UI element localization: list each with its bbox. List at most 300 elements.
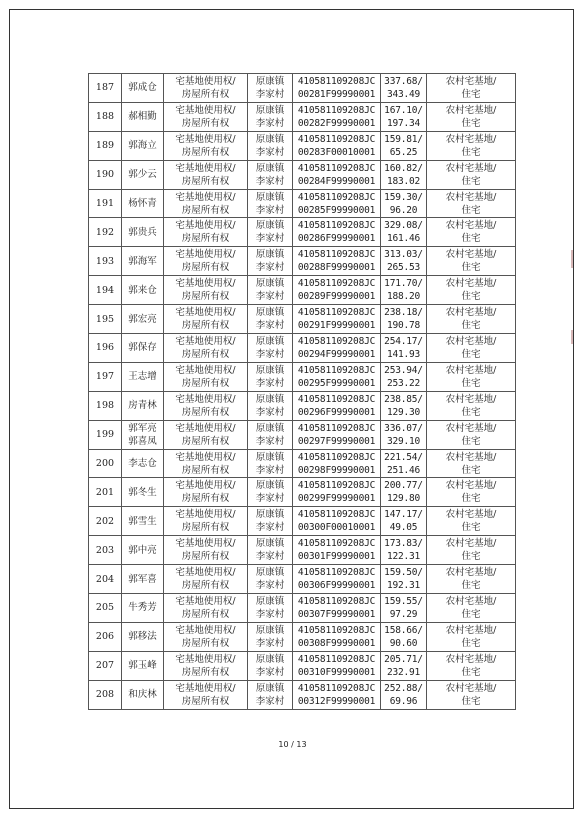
right-type-line: 房屋所有权 [181,666,230,678]
edge-mark [571,250,573,268]
land-use-cell [427,536,516,565]
location-line: 李家村 [255,175,285,187]
land-use-line: 农村宅基地/ [445,249,497,261]
row-number-cell: 193 [89,247,122,276]
area-line: 197.34 [386,117,421,129]
owner-name-cell [122,536,164,565]
unit-code-line: 410581109208JC [297,249,376,261]
right-type-line: 宅基地使用权/ [175,653,236,665]
right-type-line: 宅基地使用权/ [175,393,236,405]
right-type-line: 宅基地使用权/ [175,162,236,174]
edge-mark [571,330,573,344]
location-cell [248,131,293,160]
owner-name-cell [122,218,164,247]
land-use-line: 住宅 [461,88,481,100]
location-line: 原康镇 [255,249,285,261]
land-use-cell [427,74,516,103]
owner-name-cell [122,478,164,507]
unit-code-line: 410581109208JC [297,307,376,319]
row-number-cell: 200 [89,449,122,478]
land-use-cell [427,276,516,305]
owner-name-line: 郭军喜 [128,573,157,585]
owner-name-cell [122,680,164,709]
land-use-line: 农村宅基地/ [445,509,497,521]
land-use-line: 住宅 [461,262,481,274]
location-cell [248,680,293,709]
unit-code-line: 410581109208JC [297,191,376,203]
right-type-line: 房屋所有权 [181,608,230,620]
unit-code-line: 00298F99990001 [297,464,376,476]
area-line: 253.22 [386,377,421,389]
land-use-line: 农村宅基地/ [445,133,497,145]
land-use-cell [427,565,516,594]
area-line: 238.85/ [384,393,423,405]
location-cell [248,160,293,189]
area-line: 129.80 [386,493,421,505]
unit-code-cell [293,334,381,363]
unit-code-line: 00306F99990001 [297,580,376,592]
land-use-line: 农村宅基地/ [445,220,497,232]
land-use-line: 农村宅基地/ [445,538,497,550]
right-type-cell [164,420,248,449]
area-line: 253.94/ [384,364,423,376]
location-cell [248,449,293,478]
owner-name-cell [122,362,164,391]
right-type-line: 宅基地使用权/ [175,538,236,550]
owner-name-line: 郭保存 [128,342,157,354]
area-cell [381,247,427,276]
unit-code-line: 410581109208JC [297,624,376,636]
unit-code-line: 00310F99990001 [297,666,376,678]
right-type-line: 宅基地使用权/ [175,364,236,376]
table-row [89,131,516,160]
right-type-line: 宅基地使用权/ [175,624,236,636]
area-cell [381,74,427,103]
land-use-cell [427,362,516,391]
unit-code-cell [293,102,381,131]
row-number-cell: 187 [89,74,122,103]
table-row [89,102,516,131]
right-type-cell [164,74,248,103]
area-line: 192.31 [386,580,421,592]
row-number-cell: 192 [89,218,122,247]
right-type-cell [164,276,248,305]
right-type-line: 宅基地使用权/ [175,278,236,290]
location-cell [248,334,293,363]
row-number-cell: 196 [89,334,122,363]
land-use-line: 住宅 [461,233,481,245]
land-use-line: 农村宅基地/ [445,653,497,665]
unit-code-line: 410581109208JC [297,509,376,521]
land-use-line: 农村宅基地/ [445,162,497,174]
unit-code-line: 410581109208JC [297,422,376,434]
right-type-line: 房屋所有权 [181,348,230,360]
location-cell [248,478,293,507]
area-cell [381,651,427,680]
table-row [89,651,516,680]
unit-code-line: 410581109208JC [297,364,376,376]
land-use-line: 农村宅基地/ [445,595,497,607]
owner-name-line: 王志增 [128,371,157,383]
owner-name-line: 郭海军 [128,255,157,267]
area-line: 265.53 [386,262,421,274]
right-type-line: 宅基地使用权/ [175,567,236,579]
unit-code-line: 00297F99990001 [297,435,376,447]
area-line: 159.81/ [384,133,423,145]
right-type-line: 房屋所有权 [181,204,230,216]
location-line: 原康镇 [255,364,285,376]
row-number-cell: 207 [89,651,122,680]
area-cell [381,449,427,478]
land-use-cell [427,651,516,680]
right-type-line: 房屋所有权 [181,117,230,129]
area-line: 336.07/ [384,422,423,434]
right-type-cell [164,189,248,218]
land-use-line: 农村宅基地/ [445,364,497,376]
area-cell [381,276,427,305]
unit-code-cell [293,362,381,391]
right-type-cell [164,680,248,709]
unit-code-line: 00283F00010001 [297,146,376,158]
row-number-cell: 197 [89,362,122,391]
location-cell [248,218,293,247]
area-cell [381,362,427,391]
table-row [89,478,516,507]
land-use-line: 农村宅基地/ [445,278,497,290]
owner-name-line: 郭雪生 [128,515,157,527]
land-use-line: 住宅 [461,666,481,678]
unit-code-line: 00299F99990001 [297,493,376,505]
land-use-cell [427,594,516,623]
unit-code-line: 00284F99990001 [297,175,376,187]
area-line: 167.10/ [384,104,423,116]
area-cell [381,565,427,594]
right-type-cell [164,507,248,536]
owner-name-line: 郭玉峰 [128,660,157,672]
unit-code-cell [293,478,381,507]
owner-name-cell [122,247,164,276]
unit-code-cell [293,160,381,189]
land-use-line: 农村宅基地/ [445,307,497,319]
unit-code-line: 410581109208JC [297,393,376,405]
right-type-line: 房屋所有权 [181,493,230,505]
owner-name-line: 郭少云 [128,169,157,181]
owner-name-cell [122,565,164,594]
location-line: 李家村 [255,233,285,245]
location-cell [248,507,293,536]
unit-code-line: 410581109208JC [297,567,376,579]
owner-name-cell [122,102,164,131]
unit-code-line: 410581109208JC [297,220,376,232]
unit-code-cell [293,536,381,565]
location-cell [248,74,293,103]
right-type-line: 房屋所有权 [181,435,230,447]
right-type-cell [164,622,248,651]
area-line: 173.83/ [384,538,423,550]
unit-code-line: 410581109208JC [297,451,376,463]
land-use-cell [427,507,516,536]
unit-code-line: 00282F99990001 [297,117,376,129]
land-use-cell [427,680,516,709]
right-type-line: 房屋所有权 [181,580,230,592]
owner-name-line: 郭成仓 [128,82,157,94]
location-line: 原康镇 [255,75,285,87]
area-line: 161.46 [386,233,421,245]
owner-name-line: 郭海立 [128,140,157,152]
area-line: 159.50/ [384,567,423,579]
location-line: 原康镇 [255,451,285,463]
location-cell [248,362,293,391]
row-number-cell: 203 [89,536,122,565]
owner-name-line: 李志仓 [128,458,157,470]
right-type-line: 宅基地使用权/ [175,682,236,694]
land-use-line: 农村宅基地/ [445,75,497,87]
row-number-cell: 194 [89,276,122,305]
owner-name-cell [122,420,164,449]
unit-code-line: 00296F99990001 [297,406,376,418]
location-line: 原康镇 [255,422,285,434]
unit-code-cell [293,131,381,160]
unit-code-line: 410581109208JC [297,538,376,550]
owner-name-line: 郝相勤 [128,111,157,123]
land-use-line: 农村宅基地/ [445,422,497,434]
right-type-cell [164,334,248,363]
owner-name-line: 郭来仓 [128,284,157,296]
unit-code-line: 410581109208JC [297,653,376,665]
area-line: 171.70/ [384,278,423,290]
area-line: 329.10 [386,435,421,447]
area-line: 252.88/ [384,682,423,694]
location-cell [248,189,293,218]
area-line: 200.77/ [384,480,423,492]
right-type-line: 宅基地使用权/ [175,220,236,232]
land-use-line: 住宅 [461,637,481,649]
table-row [89,391,516,420]
location-line: 李家村 [255,666,285,678]
right-type-line: 宅基地使用权/ [175,75,236,87]
location-line: 李家村 [255,637,285,649]
land-use-cell [427,160,516,189]
table-row [89,334,516,363]
unit-code-line: 410581109208JC [297,480,376,492]
land-use-line: 农村宅基地/ [445,335,497,347]
unit-code-line: 00307F99990001 [297,608,376,620]
unit-code-cell [293,594,381,623]
location-line: 原康镇 [255,653,285,665]
location-line: 原康镇 [255,480,285,492]
land-use-line: 住宅 [461,348,481,360]
right-type-line: 宅基地使用权/ [175,104,236,116]
row-number-cell: 195 [89,305,122,334]
location-line: 李家村 [255,88,285,100]
owner-name-cell [122,189,164,218]
owner-name-line: 郭贵兵 [128,226,157,238]
land-use-cell [427,189,516,218]
right-type-cell [164,565,248,594]
land-use-line: 住宅 [461,146,481,158]
land-use-line: 住宅 [461,291,481,303]
right-type-cell [164,478,248,507]
area-cell [381,536,427,565]
location-line: 原康镇 [255,162,285,174]
land-use-line: 住宅 [461,117,481,129]
unit-code-cell [293,507,381,536]
area-line: 190.78 [386,320,421,332]
location-cell [248,276,293,305]
unit-code-cell [293,276,381,305]
unit-code-cell [293,680,381,709]
unit-code-cell [293,189,381,218]
owner-name-cell [122,131,164,160]
unit-code-line: 00288F99990001 [297,262,376,274]
location-line: 原康镇 [255,595,285,607]
owner-name-line: 郭中亮 [128,544,157,556]
row-number-cell: 189 [89,131,122,160]
row-number-cell: 205 [89,594,122,623]
location-line: 李家村 [255,348,285,360]
area-line: 129.30 [386,406,421,418]
right-type-cell [164,247,248,276]
right-type-line: 房屋所有权 [181,522,230,534]
row-number-cell: 206 [89,622,122,651]
table-row [89,160,516,189]
area-cell [381,189,427,218]
location-line: 原康镇 [255,191,285,203]
right-type-line: 宅基地使用权/ [175,335,236,347]
area-cell [381,680,427,709]
area-line: 160.82/ [384,162,423,174]
land-use-cell [427,247,516,276]
unit-code-cell [293,305,381,334]
area-cell [381,622,427,651]
land-use-line: 住宅 [461,695,481,707]
area-line: 205.71/ [384,653,423,665]
area-line: 313.03/ [384,249,423,261]
right-type-cell [164,651,248,680]
right-type-cell [164,160,248,189]
area-line: 337.68/ [384,75,423,87]
right-type-line: 宅基地使用权/ [175,451,236,463]
land-use-cell [427,218,516,247]
owner-name-line: 杨怀青 [128,198,157,209]
location-line: 李家村 [255,551,285,563]
location-line: 李家村 [255,377,285,389]
location-line: 李家村 [255,608,285,620]
land-use-cell [427,449,516,478]
table-row [89,74,516,103]
location-line: 原康镇 [255,509,285,521]
land-use-line: 住宅 [461,435,481,447]
right-type-line: 房屋所有权 [181,377,230,389]
area-line: 96.20 [389,204,418,216]
location-cell [248,536,293,565]
location-line: 李家村 [255,146,285,158]
unit-code-cell [293,622,381,651]
area-line: 147.17/ [384,509,423,521]
right-type-cell [164,536,248,565]
unit-code-cell [293,74,381,103]
owner-name-cell [122,391,164,420]
unit-code-line: 00300F00010001 [297,522,376,534]
right-type-line: 宅基地使用权/ [175,133,236,145]
row-number-cell: 208 [89,680,122,709]
unit-code-line: 00308F99990001 [297,637,376,649]
unit-code-line: 00289F99990001 [297,291,376,303]
right-type-line: 房屋所有权 [181,146,230,158]
land-use-line: 农村宅基地/ [445,480,497,492]
table-row [89,305,516,334]
owner-name-line: 郭冬生 [128,486,157,498]
table-row [89,189,516,218]
table-row [89,594,516,623]
table-row [89,565,516,594]
unit-code-cell [293,247,381,276]
unit-code-line: 410581109208JC [297,278,376,290]
unit-code-line: 00295F99990001 [297,377,376,389]
land-use-cell [427,305,516,334]
land-use-line: 住宅 [461,406,481,418]
row-number-cell: 190 [89,160,122,189]
land-use-cell [427,622,516,651]
land-use-line: 农村宅基地/ [445,567,497,579]
row-number-cell: 198 [89,391,122,420]
owner-name-line: 郭移法 [128,631,157,643]
right-type-line: 房屋所有权 [181,88,230,100]
location-line: 李家村 [255,204,285,216]
location-line: 李家村 [255,262,285,274]
right-type-cell [164,391,248,420]
location-line: 原康镇 [255,278,285,290]
right-type-cell [164,594,248,623]
location-cell [248,594,293,623]
land-use-line: 农村宅基地/ [445,191,497,203]
unit-code-line: 00291F99990001 [297,320,376,332]
table-row [89,622,516,651]
location-line: 李家村 [255,493,285,505]
land-use-line: 农村宅基地/ [445,682,497,694]
owner-name-cell [122,74,164,103]
area-line: 238.18/ [384,307,423,319]
area-cell [381,507,427,536]
unit-code-line: 00312F99990001 [297,695,376,707]
right-type-line: 房屋所有权 [181,262,230,274]
right-type-cell [164,362,248,391]
owner-name-cell [122,594,164,623]
location-cell [248,651,293,680]
unit-code-cell [293,218,381,247]
owner-name-cell [122,651,164,680]
table-row [89,680,516,709]
location-cell [248,247,293,276]
owner-name-line: 和庆林 [128,689,157,701]
land-use-line: 住宅 [461,522,481,534]
location-line: 原康镇 [255,133,285,145]
location-line: 李家村 [255,406,285,418]
unit-code-line: 410581109208JC [297,75,376,87]
location-line: 李家村 [255,320,285,332]
area-cell [381,391,427,420]
land-use-line: 农村宅基地/ [445,393,497,405]
location-line: 原康镇 [255,307,285,319]
right-type-line: 房屋所有权 [181,637,230,649]
right-type-line: 宅基地使用权/ [175,307,236,319]
table-row [89,449,516,478]
land-use-cell [427,102,516,131]
location-line: 李家村 [255,435,285,447]
area-line: 90.60 [389,637,418,649]
area-line: 329.08/ [384,220,423,232]
location-line: 李家村 [255,117,285,129]
